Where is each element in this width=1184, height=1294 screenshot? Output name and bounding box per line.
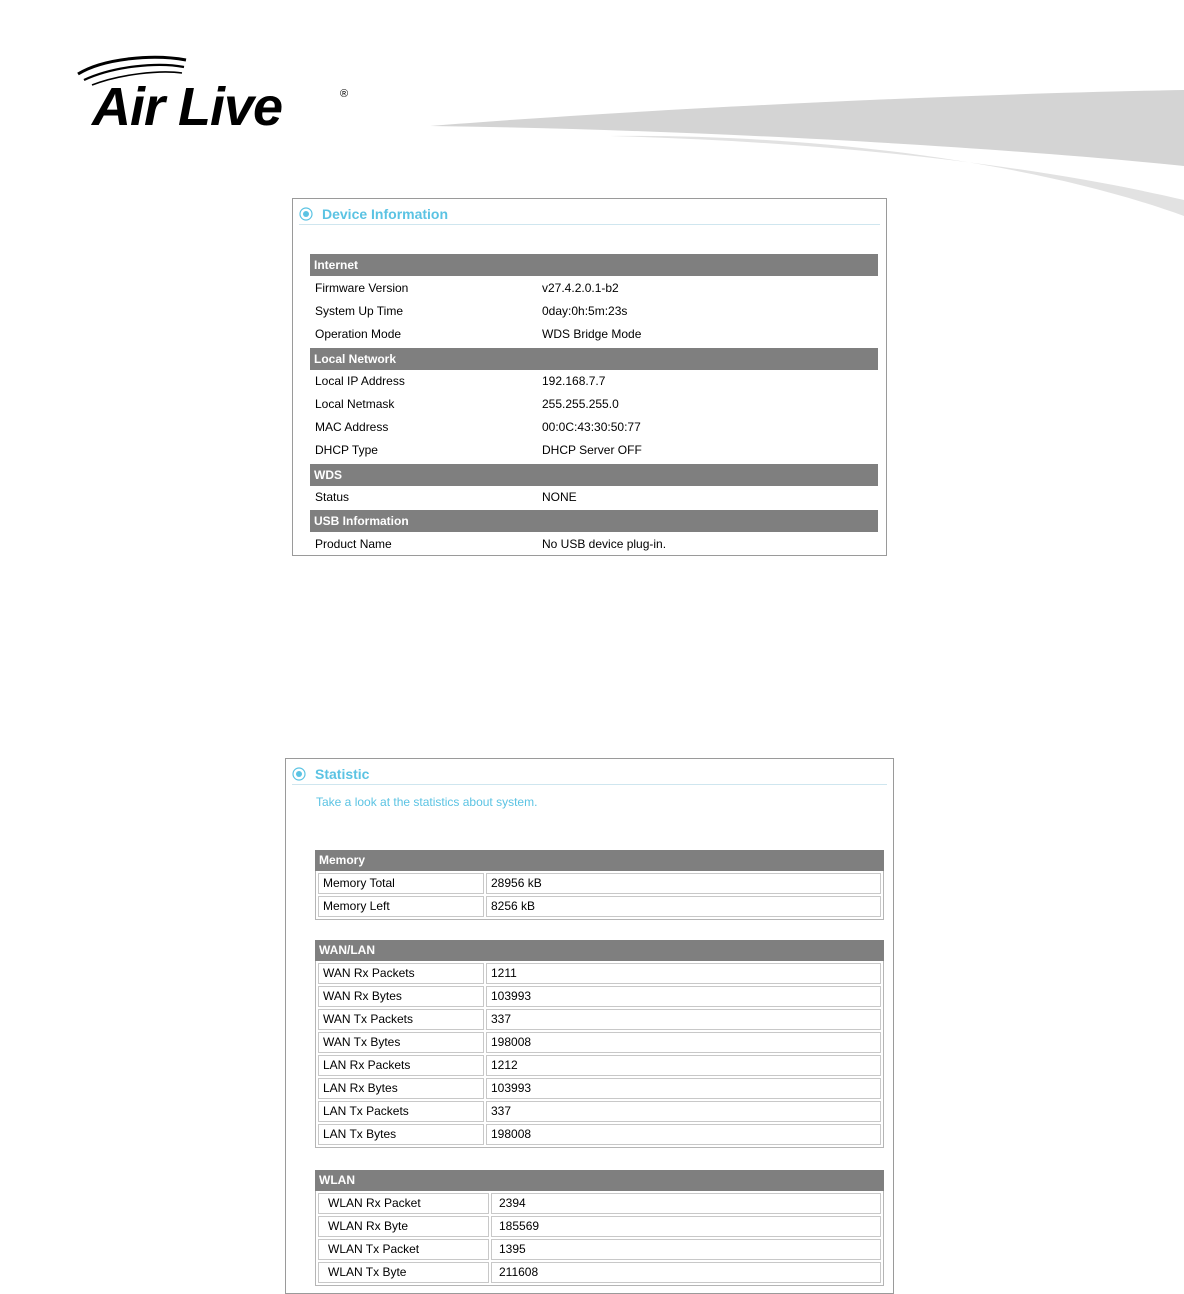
table-row <box>318 896 881 917</box>
row-label: Firmware Version <box>315 281 409 295</box>
row-label: Operation Mode <box>315 327 402 341</box>
cell-label: LAN Tx Bytes <box>318 1124 484 1145</box>
cell-value: 1211 <box>486 963 881 984</box>
cell-label: WAN Rx Bytes <box>318 986 484 1007</box>
airlive-logo <box>74 52 364 142</box>
cell-value: 28956 kB <box>486 873 881 894</box>
table-row <box>318 873 881 894</box>
row-firmware-version <box>315 277 875 300</box>
device-information-header <box>299 206 880 225</box>
cell-value: 211608 <box>491 1262 881 1283</box>
cell-value: 1395 <box>491 1239 881 1260</box>
row-local-netmask <box>315 393 875 416</box>
cell-label: WLAN Rx Byte <box>318 1216 489 1237</box>
cell-value: 185569 <box>491 1216 881 1237</box>
table-row <box>318 1078 881 1099</box>
radio-circle-icon <box>292 767 306 781</box>
statistic-panel <box>285 758 894 1294</box>
table-row <box>318 1101 881 1122</box>
row-label: MAC Address <box>315 420 389 434</box>
statistic-description: Take a look at the statistics about system. <box>316 795 538 809</box>
row-local-ip-address <box>315 370 875 393</box>
row-label: Product Name <box>315 537 392 551</box>
row-value: 192.168.7.7 <box>542 374 606 388</box>
row-value: 00:0C:43:30:50:77 <box>542 420 641 434</box>
row-operation-mode <box>315 323 875 346</box>
table-row <box>318 1032 881 1053</box>
wan-lan-table <box>316 961 883 1147</box>
row-wds-status <box>315 486 875 509</box>
row-value: 255.255.255.0 <box>542 397 619 411</box>
cell-label: WLAN Rx Packet <box>318 1193 489 1214</box>
table-row <box>318 1216 881 1237</box>
logo-wordmark: Air Live <box>92 77 283 137</box>
cell-label: LAN Rx Packets <box>318 1055 484 1076</box>
radio-circle-icon <box>299 207 313 221</box>
row-label: Local Netmask <box>315 397 395 411</box>
row-value: 0day:0h:5m:23s <box>542 304 628 318</box>
device-information-title: Device Information <box>322 206 449 222</box>
row-label: DHCP Type <box>315 443 378 457</box>
cell-label: WLAN Tx Byte <box>318 1262 489 1283</box>
row-label: Status <box>315 490 350 504</box>
table-row <box>318 963 881 984</box>
cell-value: 198008 <box>486 1124 881 1145</box>
cell-label: Memory Left <box>318 896 484 917</box>
cell-value: 8256 kB <box>486 896 881 917</box>
section-usb-information: USB Information <box>310 510 878 532</box>
table-row <box>318 1055 881 1076</box>
cell-value: 337 <box>486 1009 881 1030</box>
table-row <box>318 986 881 1007</box>
table-row <box>318 1262 881 1283</box>
group-heading: WAN/LAN <box>315 940 884 961</box>
row-value: v27.4.2.0.1-b2 <box>542 281 619 295</box>
row-value: No USB device plug-in. <box>542 537 667 551</box>
cell-label: WAN Tx Bytes <box>318 1032 484 1053</box>
row-system-up-time <box>315 300 875 323</box>
row-value: WDS Bridge Mode <box>542 327 642 341</box>
row-label: Local IP Address <box>315 374 405 388</box>
cell-value: 198008 <box>486 1032 881 1053</box>
cell-value: 103993 <box>486 1078 881 1099</box>
table-row <box>318 1239 881 1260</box>
table-row <box>318 1124 881 1145</box>
cell-label: LAN Tx Packets <box>318 1101 484 1122</box>
table-row <box>318 1009 881 1030</box>
row-value: NONE <box>542 490 577 504</box>
section-wds: WDS <box>310 464 878 486</box>
group-heading: Memory <box>315 850 884 871</box>
wan-lan-group <box>315 940 884 1148</box>
cell-value: 103993 <box>486 986 881 1007</box>
cell-label: WAN Rx Packets <box>318 963 484 984</box>
row-dhcp-type <box>315 439 875 462</box>
row-label: System Up Time <box>315 304 404 318</box>
registered-mark: ® <box>340 88 349 100</box>
cell-label: Memory Total <box>318 873 484 894</box>
wlan-group <box>315 1170 884 1286</box>
memory-group <box>315 850 884 920</box>
row-value: DHCP Server OFF <box>542 443 642 457</box>
section-internet: Internet <box>310 254 878 276</box>
device-information-panel <box>292 198 887 556</box>
cell-label: WLAN Tx Packet <box>318 1239 489 1260</box>
cell-label: LAN Rx Bytes <box>318 1078 484 1099</box>
row-product-name <box>315 533 875 556</box>
cell-label: WAN Tx Packets <box>318 1009 484 1030</box>
statistic-header <box>292 766 887 785</box>
row-mac-address <box>315 416 875 439</box>
cell-value: 2394 <box>491 1193 881 1214</box>
section-local-network: Local Network <box>310 348 878 370</box>
table-row <box>318 1193 881 1214</box>
cell-value: 337 <box>486 1101 881 1122</box>
group-heading: WLAN <box>315 1170 884 1191</box>
statistic-title: Statistic <box>315 766 370 782</box>
wlan-table <box>316 1191 883 1285</box>
memory-table <box>316 871 883 919</box>
cell-value: 1212 <box>486 1055 881 1076</box>
